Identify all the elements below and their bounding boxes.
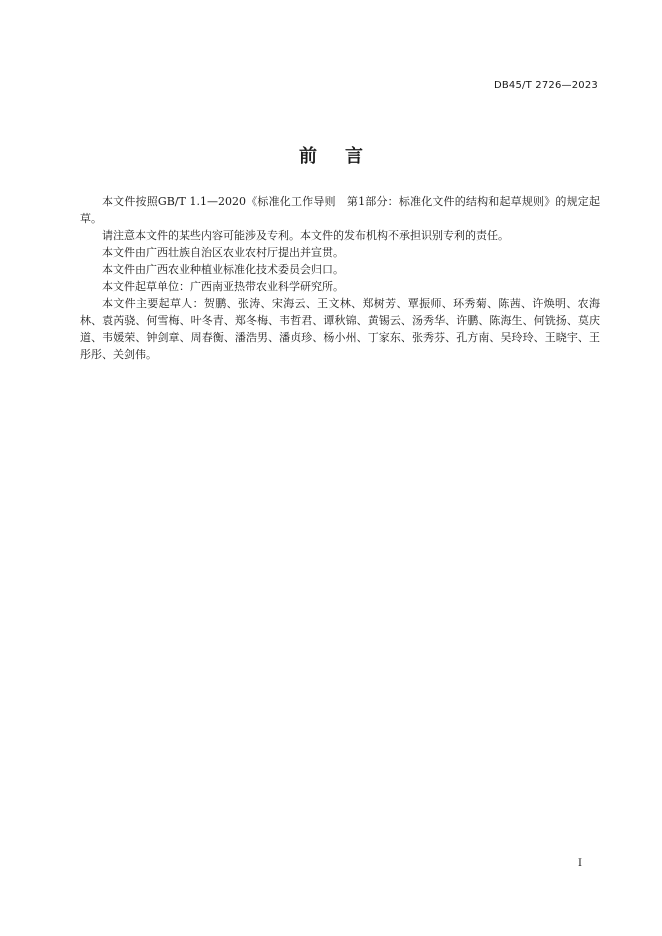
- paragraph-committee: 本文件由广西农业种植业标准化技术委员会归口。: [102, 263, 344, 276]
- page-number: I: [578, 858, 582, 869]
- paragraph-proposer: 本文件由广西壮族自治区农业农村厅提出并宣贯。: [102, 246, 344, 259]
- paragraph-patent-notice: 请注意本文件的某些内容可能涉及专利。本文件的发布机构不承担识别专利的责任。: [102, 229, 509, 242]
- paragraph-drafting-unit: 本文件起草单位：广西南亚热带农业科学研究所。: [102, 280, 344, 293]
- document-code: DB45/T 2726—2023: [493, 80, 598, 91]
- foreword-body: [80, 193, 600, 363]
- paragraph-drafting-basis: 本文件按照GB/T 1.1—2020《标准化工作导则 第1部分：标准化文件的结构和起草规则》的规定起草。: [80, 195, 600, 225]
- page-title: 前言: [299, 146, 391, 167]
- paragraph-drafters: 本文件主要起草人：贺鹏、张涛、宋海云、王文林、郑树芳、覃振师、环秀菊、陈茜、许焕明、农海林、袁芮骁、何雪梅、叶冬青、郑冬梅、韦哲君、谭秋锦、黄锡云、汤秀华、许鹏、陈海生、何铣扬、莫庆道、韦媛荣、钟剑章、周春衡、潘浩男、潘贞珍、杨小州、丁家东、张秀芬、孔方南、吴玲玲、王晓宇、王彤彤、关剑伟。: [80, 297, 600, 361]
